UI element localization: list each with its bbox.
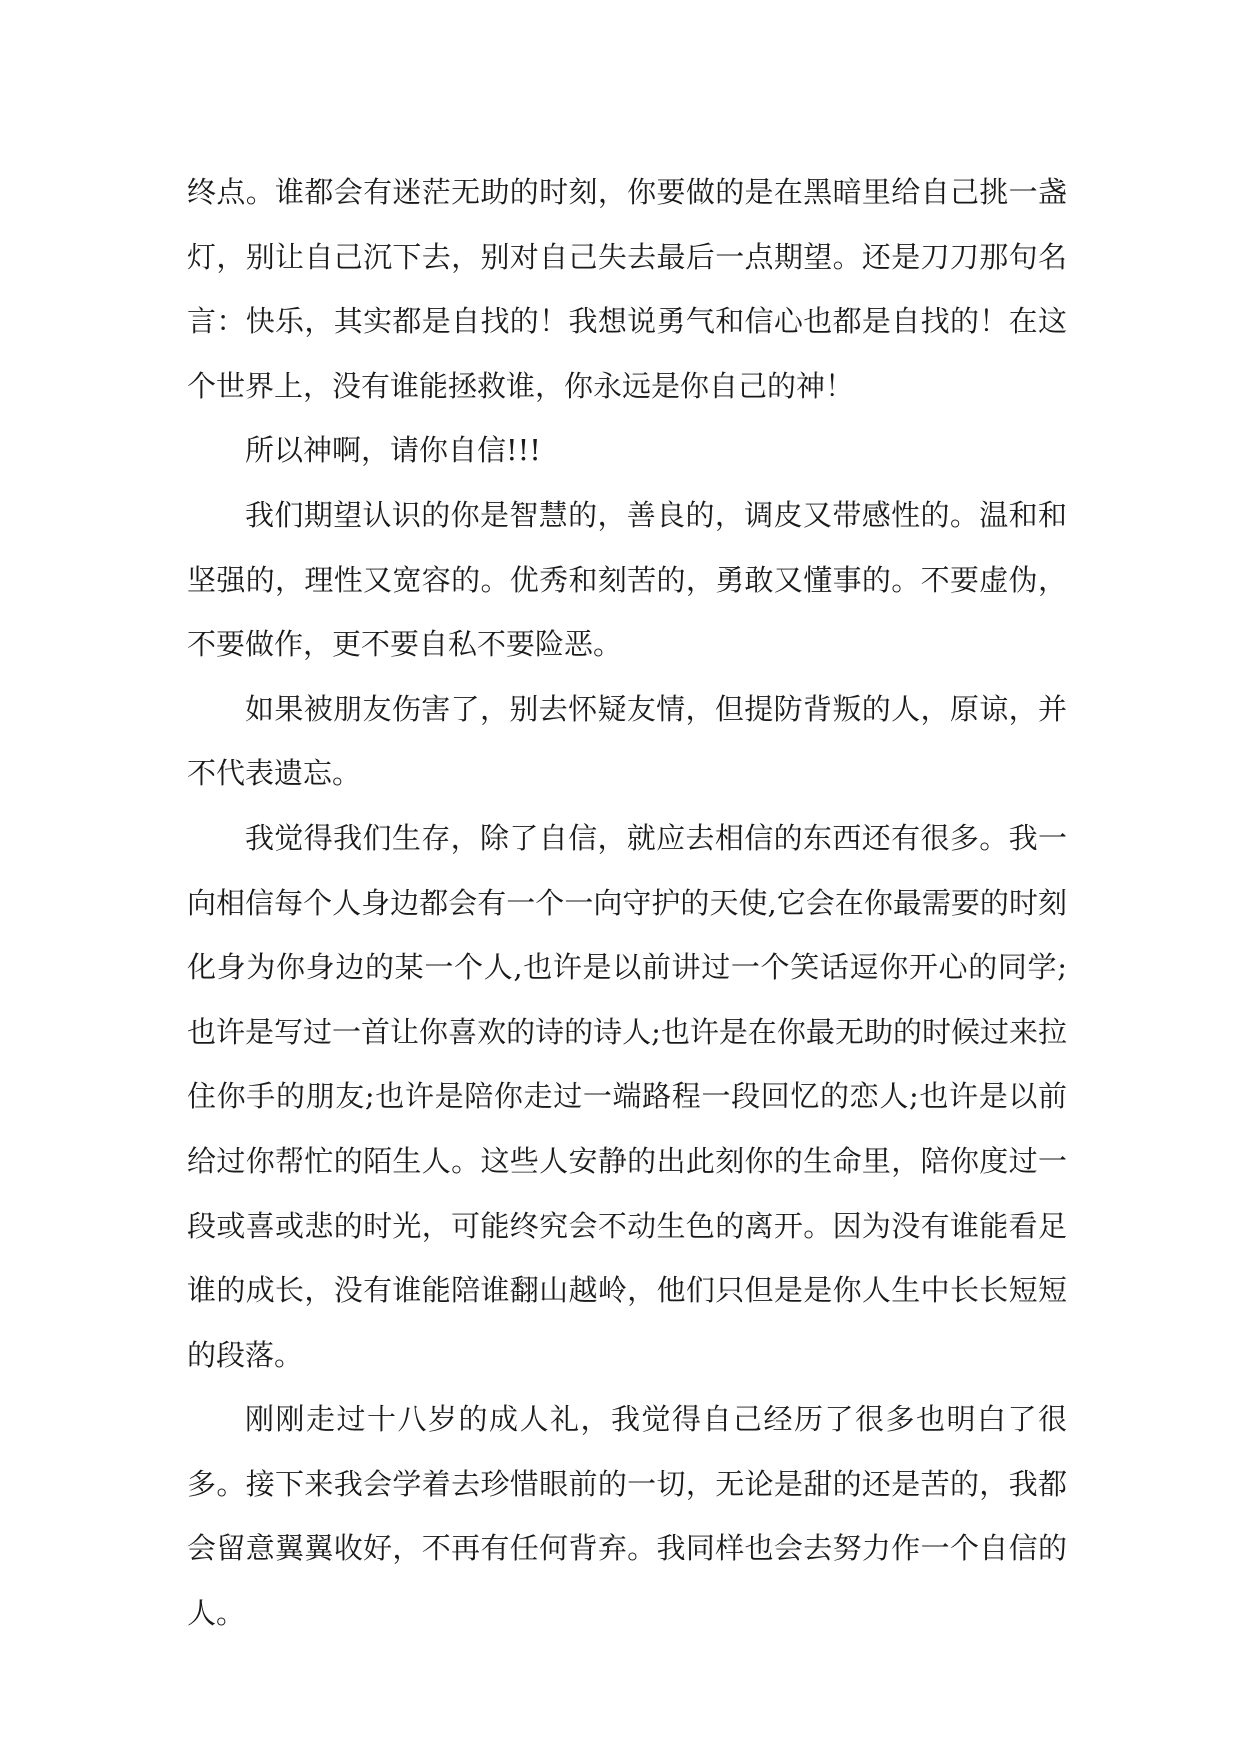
document-body [187,160,1067,1646]
paragraph: 我觉得我们生存，除了自信，就应去相信的东西还有很多。我一向相信每个人身边都会有一个一向守护的天使,它会在你最需要的时刻化身为你身边的某一个人,也许是以前讲过一个笑话逗你开心的同学;也许是写过一首让你喜欢的诗的诗人;也许是在你最无助的时候过来拉住你手的朋友;也许是陪你走过一端路程一段回忆的恋人;也许是以前给过你帮忙的陌生人。这些人安静的出此刻你的生命里，陪你度过一段或喜或悲的时光，可能终究会不动生色的离开。因为没有谁能看足谁的成长，没有谁能陪谁翻山越岭，他们只但是是你人生中长长短短的段落。 [187,820,1067,1372]
paragraph: 刚刚走过十八岁的成人礼，我觉得自己经历了很多也明白了很多。接下来我会学着去珍惜眼前的一切，无论是甜的还是苦的，我都会留意翼翼收好，不再有任何背弃。我同样也会去努力作一个自信的人。 [187,1402,1067,1631]
paragraph: 终点。谁都会有迷茫无助的时刻，你要做的是在黑暗里给自己挑一盏灯，别让自己沉下去，别对自己失去最后一点期望。还是刀刀那句名言：快乐，其实都是自找的！我想说勇气和信心也都是自找的！在这个世界上，没有谁能拯救谁，你永远是你自己的神！ [187,175,1067,403]
paragraph: 所以神啊，请你自信!!! [245,433,541,468]
paragraph: 如果被朋友伤害了，别去怀疑友情，但提防背叛的人，原谅，并不代表遗忘。 [187,691,1067,791]
paragraph: 我们期望认识的你是智慧的，善良的，调皮又带感性的。温和和坚强的，理性又宽容的。优秀和刻苦的，勇敢又懂事的。不要虚伪，不要做作，更不要自私不要险恶。 [187,497,1067,662]
